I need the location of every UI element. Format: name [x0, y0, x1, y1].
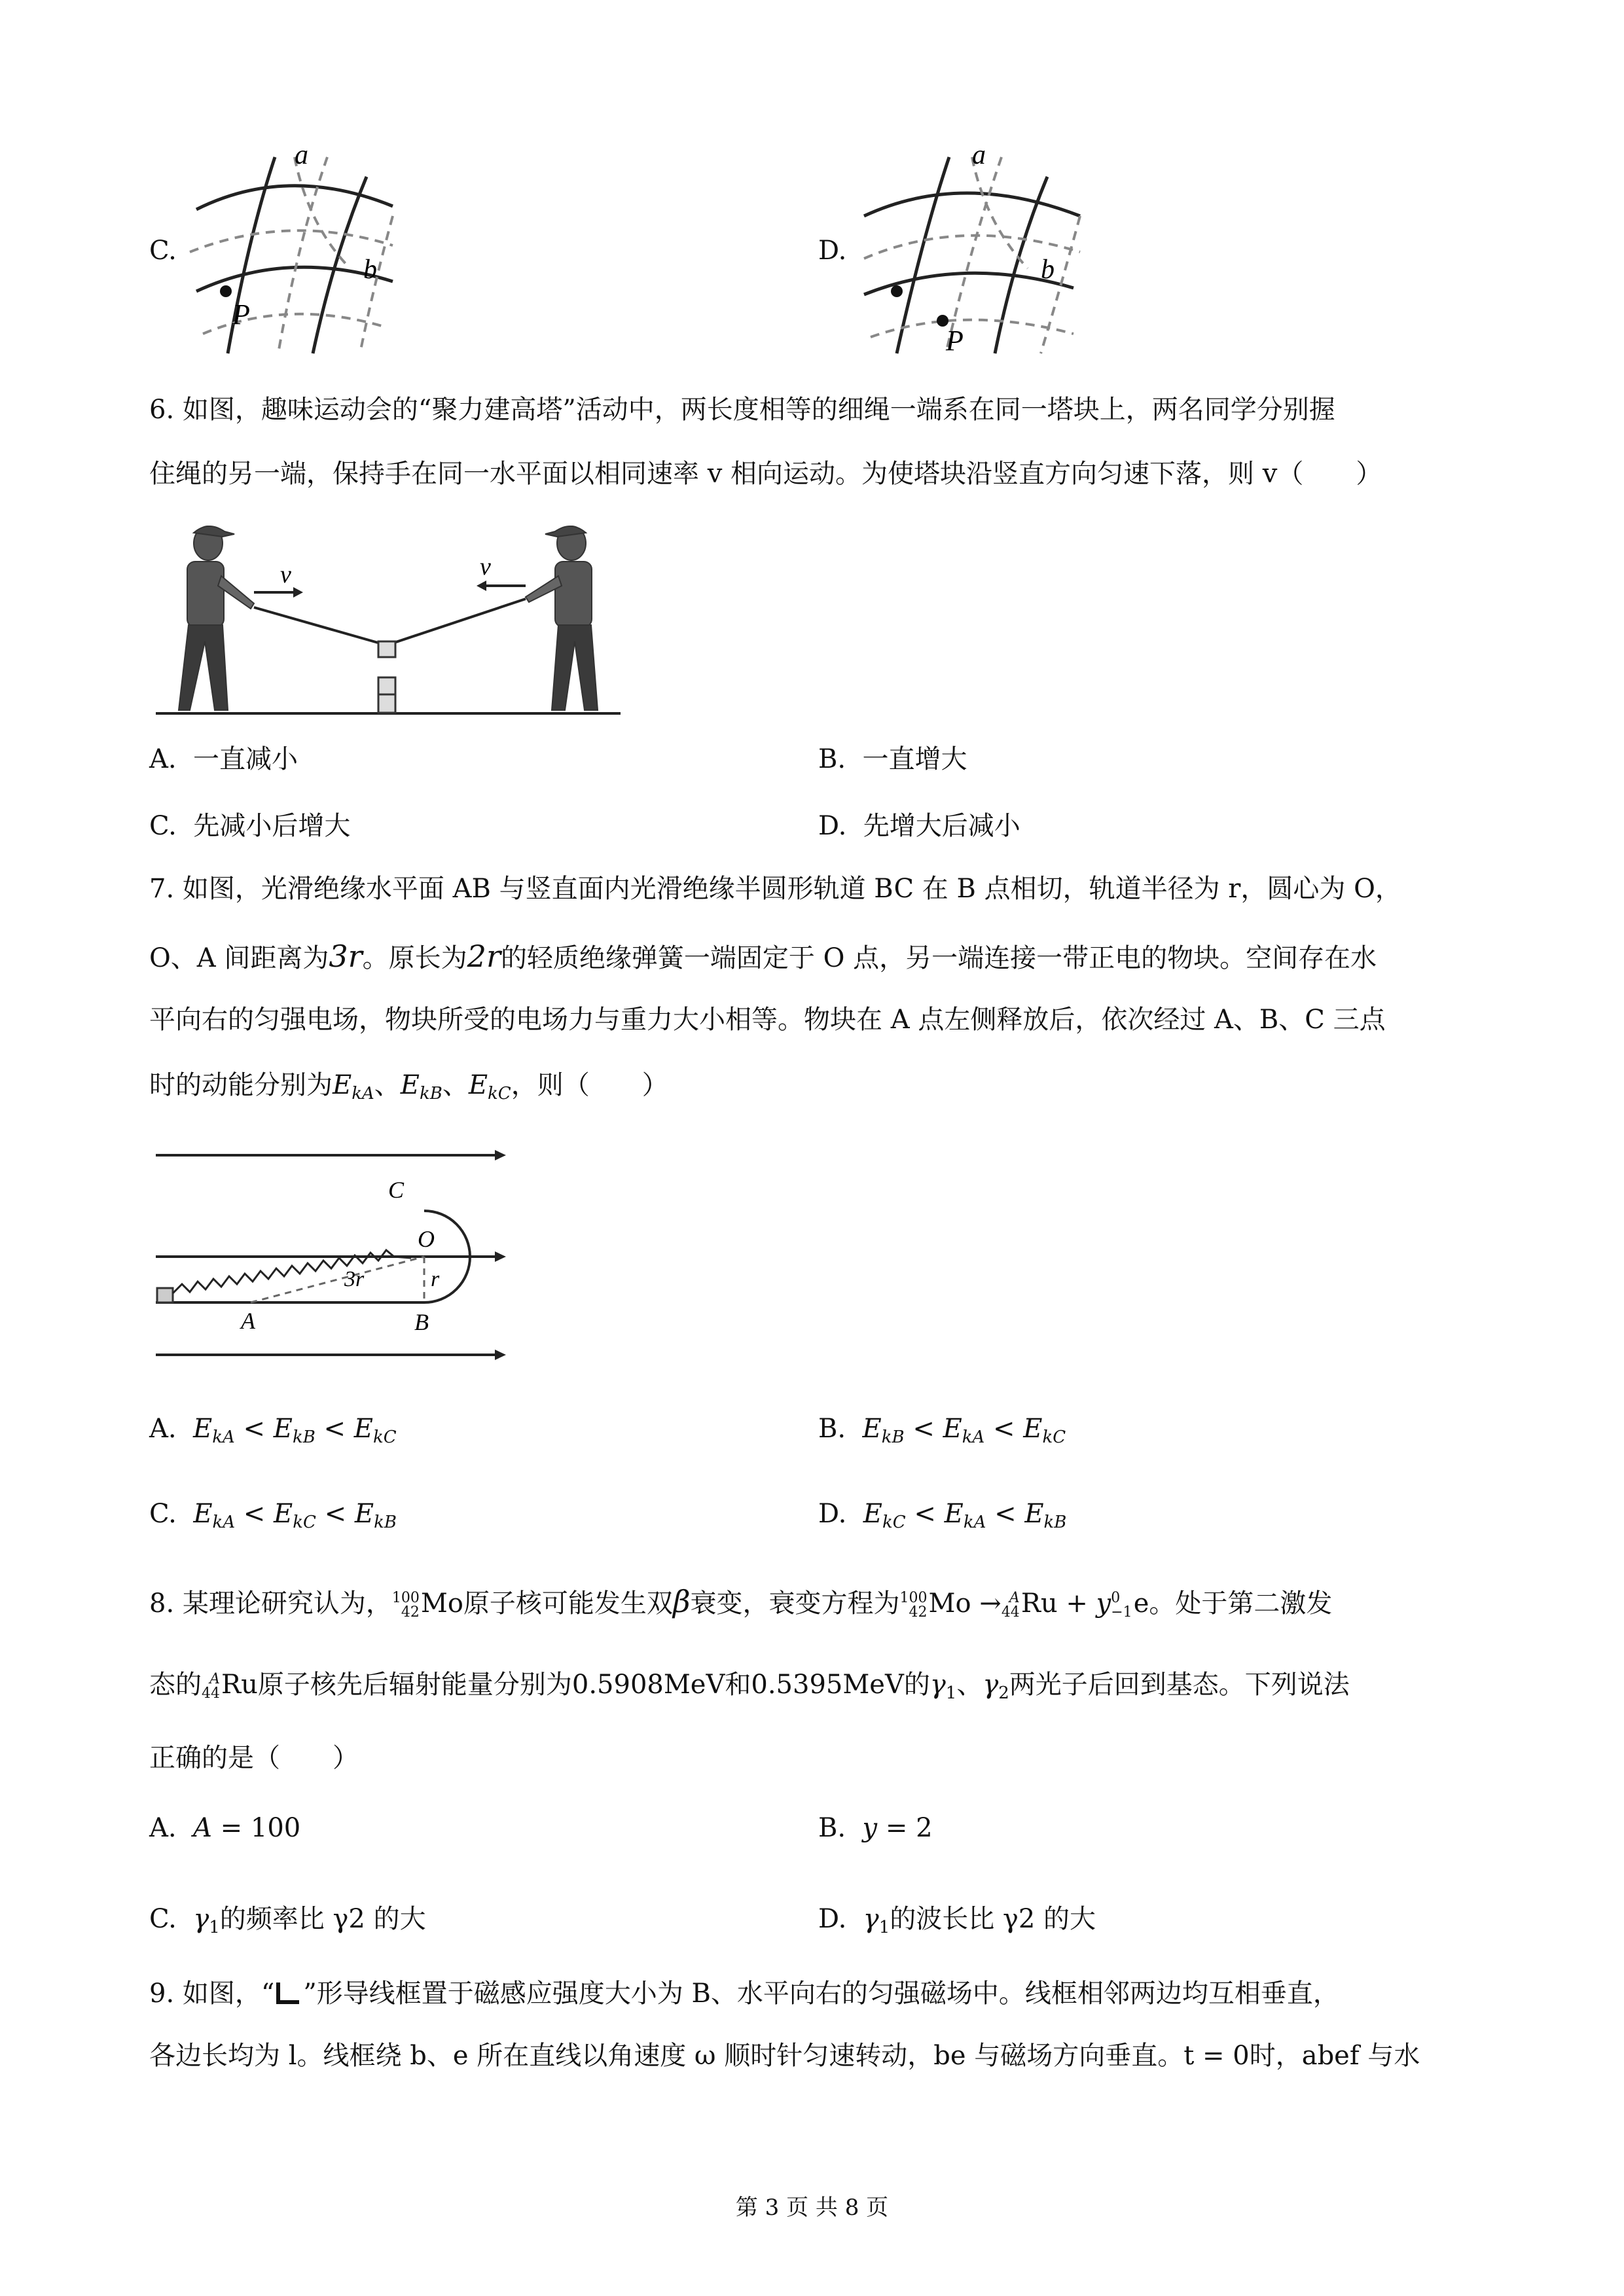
q8-line-3: 正确的是（ ） — [149, 1743, 359, 1773]
q7-fig-o: O — [418, 1226, 435, 1252]
q7-fig-r: r — [431, 1267, 440, 1291]
q7-fig-b: B — [414, 1309, 429, 1335]
q9-line-2: 各边长均为 l。线框绕 b、e 所在直线以角速度 ω 顺时针匀速转动，be 与磁场方向垂直。t = 0时，abef 与水 — [149, 2041, 1420, 2071]
q7-fig-a: A — [241, 1308, 255, 1334]
q5c-label-p: P — [232, 298, 250, 331]
page-footer: 第 3 页 共 8 页 — [735, 2195, 889, 2221]
q6-line-1: 6. 如图，趣味运动会的“聚力建高塔”活动中，两长度相等的细绳一端系在同一塔块上，两名同学分别握 — [149, 395, 1335, 425]
l-frame-icon — [274, 1980, 303, 2006]
q5d-label-a: a — [972, 140, 986, 170]
q6-fig-v-left: v — [280, 561, 291, 588]
q5-option-d-figure — [851, 137, 1100, 360]
q8-option-d: D. $\gamma_1$的波长比 γ2 的大 — [818, 1904, 1096, 1937]
q5c-label-a: a — [295, 140, 308, 170]
q7-line-2: O、A 间距离为3r。原长为2r的轻质绝缘弹簧一端固定于 O 点，另一端连接一带正电的物块。空间存在水 — [149, 939, 1377, 974]
q9-line-1: 9. 如图，“ ”形导线框置于磁感应强度大小为 B、水平向右的匀强磁场中。线框相邻两边均互相垂直， — [149, 1979, 1339, 2009]
q7-option-a: A. $E_{kA} < E_{kB} < E_{kC}$ — [149, 1414, 397, 1447]
q6-fig-v-right: v — [480, 553, 491, 581]
q8-option-b: B. y = 2 — [818, 1813, 933, 1843]
q8-line-1: 8. 某理论研究认为， 100 42 Mo原子核可能发生双β衰变，衰变方程为 100 42 Mo → A 44 Ru + y 0 −1 e。处于第二激发 — [149, 1584, 1333, 1621]
q5d-label-p: P — [946, 325, 964, 357]
q6-option-c: C. 先减小后增大 — [149, 811, 351, 841]
q6-line-2: 住绳的另一端，保持手在同一水平面以相同速率 v 相向运动。为使塔块沿竖直方向匀速下落，则 v（ ） — [149, 459, 1382, 489]
q5-option-d-label: D. — [818, 236, 847, 266]
q6-option-b: B. 一直增大 — [818, 744, 967, 774]
q6-option-a-text: 一直减小 — [193, 744, 298, 774]
q6-option-a: A. 一直减小 — [149, 744, 298, 774]
q5d-label-b: b — [1041, 255, 1055, 285]
q8-option-a: A. A = 100 — [149, 1813, 301, 1843]
q7-fig-c: C — [388, 1177, 405, 1203]
q6-figure — [149, 517, 673, 726]
q7-option-d: D. $E_{kC} < E_{kA} < E_{kB}$ — [818, 1499, 1067, 1532]
q5c-label-b: b — [363, 255, 377, 285]
q7-line-4: 时的动能分别为$E_{kA}$、$E_{kB}$、$E_{kC}$，则（ ） — [149, 1070, 668, 1103]
q7-line-3: 平向右的匀强电场，物块所受的电场力与重力大小相等。物块在 A 点左侧释放后，依次经过 A、B、C 三点 — [149, 1005, 1386, 1035]
q6-option-c-text: 先减小后增大 — [193, 811, 351, 841]
q7-option-c: C. $E_{kA} < E_{kC} < E_{kB}$ — [149, 1499, 397, 1532]
q6-option-d-text: 先增大后减小 — [863, 811, 1020, 841]
q8-option-c: C. $\gamma_1$的频率比 γ2 的大 — [149, 1904, 426, 1937]
q7-fig-3r: 3r — [344, 1267, 365, 1291]
q5-option-c-label: C. — [149, 236, 177, 266]
q7-option-b: B. $E_{kB} < E_{kA} < E_{kC}$ — [818, 1414, 1066, 1447]
q6-option-d: D. 先增大后减小 — [818, 811, 1020, 841]
q8-line-2: 态的 A 44 Ru原子核先后辐射能量分别为0.5908MeV和0.5395MeV的$\gamma_1$、$\gamma_2$两光子后回到基态。下列说法 — [149, 1670, 1350, 1703]
q7-figure — [149, 1139, 529, 1374]
q6-option-b-text: 一直增大 — [862, 744, 967, 774]
q5-option-c-figure — [177, 137, 412, 360]
q7-line-1: 7. 如图，光滑绝缘水平面 AB 与竖直面内光滑绝缘半圆形轨道 BC 在 B 点相切，轨道半径为 r，圆心为 O， — [149, 874, 1401, 904]
